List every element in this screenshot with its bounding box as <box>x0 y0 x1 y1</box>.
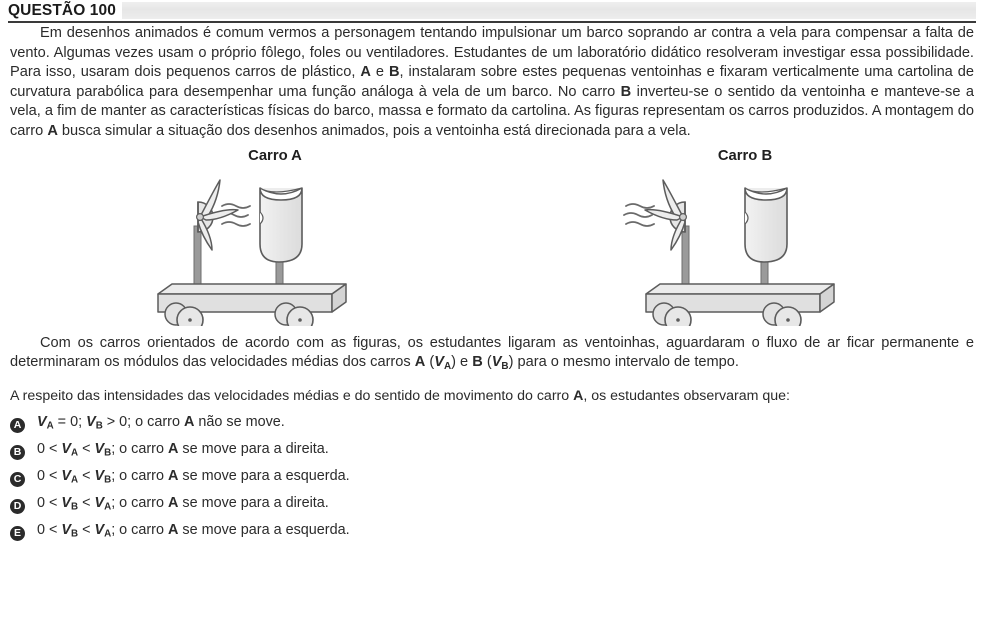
header-gray-bar <box>8 2 976 19</box>
alternative-a[interactable] <box>10 411 974 438</box>
passage-body-2 <box>10 334 974 377</box>
passage-body <box>10 24 974 142</box>
carro-a-illustration <box>150 166 400 326</box>
sail-b <box>745 188 787 262</box>
alternative-text-c: $0 < V_A < V_B$; o carro A se move para a esquerda. <box>37 467 350 486</box>
alternatives-list <box>10 411 974 547</box>
alternative-c[interactable] <box>10 465 974 492</box>
alternative-b[interactable] <box>10 438 974 465</box>
alternative-e[interactable] <box>10 519 974 546</box>
page-title: QUESTÃO 100 <box>8 2 122 20</box>
alternative-text-d: $0 < V_B < V_A$; o carro A se move para a direita. <box>37 495 329 513</box>
fan-a <box>197 180 238 250</box>
alternative-d[interactable] <box>10 492 974 519</box>
figure-caption-carro-b: Carro B <box>717 147 773 164</box>
alternative-marker-d: D <box>10 499 25 514</box>
alternative-marker-b: B <box>10 445 25 460</box>
alternative-text-e: $0 < V_B < V_A$; o carro A se move para a esquerda. <box>37 522 350 541</box>
alternative-text-b: $0 < V_A < V_B$; o carro A se move para a direita. <box>37 440 329 459</box>
wind-lines-b <box>624 204 654 226</box>
figure-carro-a <box>110 148 440 326</box>
figure-caption-carro-a: Carro A <box>248 147 302 164</box>
passage-paragraph-1: Em desenhos animados é comum vermos a personagem tentando impulsionar um barco soprando ar contra a vela para compensar a falta de vento. Algumas vezes usam o próprio fôlego, foles ou ventiladores. Estudantes de um laboratório didático resolveram investigar essa possibilidade. Para isso, usaram dois pequenos carros de plástico, A e B, instalaram sobre estes pequenas ventoinhas e fixaram verticalmente uma cartolina de curvatura parabólica para desempenhar uma função análoga à vela de um barco. No carro B inverteu-se o sentido da ventoinha e manteve-se a vela, a fim de manter as características físicas do barco, massa e formato da cartolina. As figuras representam os carros produzidos. A montagem do carro A busca simular a situação dos desenhos animados, pois a ventoinha está direcionada para a vela. <box>10 25 974 139</box>
alternative-text-a: $V_A = 0$; $V_B > 0$; o carro A não se move. <box>37 413 285 432</box>
alternative-marker-a: A <box>10 418 25 433</box>
sail-a <box>260 188 302 262</box>
header-divider-rule <box>8 21 976 23</box>
carro-b-illustration <box>620 166 870 326</box>
question-header <box>8 2 976 24</box>
question-prompt: A respeito das intensidades das velocidades médias e do sentido de movimento do carro A, os estudantes observaram que: <box>10 387 790 404</box>
alternative-marker-e: E <box>10 526 25 541</box>
passage-paragraph-2: Com os carros orientados de acordo com as figuras, os estudantes ligaram as ventoinhas, aguardaram o fluxo de ar ficar permanente e determinaram os módulos das velocidades médias dos carros A $(V_A)$ e B $(V_B)$ para o mesmo intervalo de tempo. <box>10 334 974 372</box>
figures-row <box>0 148 984 334</box>
alternative-marker-c: C <box>10 472 25 487</box>
figure-carro-b <box>580 148 910 326</box>
